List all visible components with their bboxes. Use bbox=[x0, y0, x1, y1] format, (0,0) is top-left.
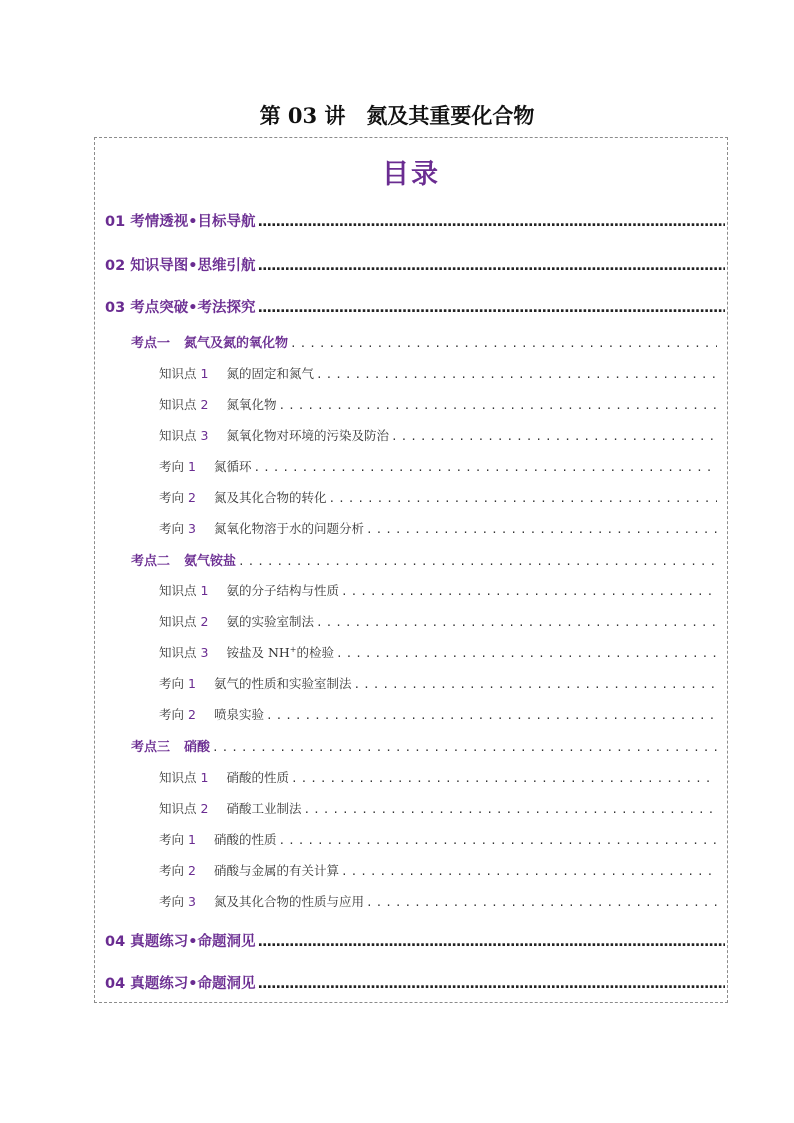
topic-prefix: 考点一 bbox=[131, 336, 171, 351]
item-number: 1 bbox=[200, 583, 209, 598]
item-title: 铵盐及 NH bbox=[226, 645, 290, 660]
item-title: 硝酸的性质 bbox=[213, 832, 277, 847]
topic-title: 氮气及氮的氧化物 bbox=[184, 336, 289, 351]
item-prefix: 知识点 bbox=[159, 366, 197, 381]
item-prefix: 知识点 bbox=[159, 397, 197, 412]
item-title: 喷泉实验 bbox=[213, 707, 264, 722]
topic-prefix: 考点二 bbox=[131, 554, 171, 569]
item-title: 氮及其化合物的性质与应用 bbox=[213, 894, 364, 909]
item-prefix: 考向 bbox=[159, 490, 185, 505]
dot-leader bbox=[258, 934, 726, 949]
toc-entry-label: 03 考点突破•考法探究 bbox=[105, 300, 256, 316]
toc-entry-topic[interactable] bbox=[131, 736, 717, 755]
item-title: 氨气的性质和实验室制法 bbox=[213, 676, 352, 691]
item-prefix: 考向 bbox=[159, 863, 185, 878]
item-prefix: 知识点 bbox=[159, 614, 197, 629]
item-number: 1 bbox=[200, 770, 209, 785]
item-number: 2 bbox=[200, 614, 209, 629]
item-prefix: 知识点 bbox=[159, 770, 197, 785]
item-number: 1 bbox=[188, 459, 196, 474]
dot-leader bbox=[290, 337, 717, 348]
item-prefix: 知识点 bbox=[159, 801, 197, 816]
item-prefix: 考向 bbox=[159, 894, 185, 909]
item-number: 3 bbox=[200, 428, 209, 443]
toc-entry-item[interactable] bbox=[159, 799, 717, 817]
toc-entry-label: 02 知识导图•思维引航 bbox=[105, 258, 256, 274]
item-title: 氮氧化物对环境的污染及防治 bbox=[226, 428, 389, 443]
item-title: 氮循环 bbox=[213, 459, 252, 474]
item-number: 2 bbox=[188, 490, 196, 505]
toc-entry-item[interactable] bbox=[159, 395, 717, 413]
dot-leader bbox=[278, 399, 717, 410]
item-title: 氮氧化物溶于水的问题分析 bbox=[213, 521, 364, 536]
document-title: 第 03 讲 氮及其重要化合物 bbox=[259, 103, 535, 128]
item-prefix: 知识点 bbox=[159, 583, 197, 598]
toc-entry-label: 04 真题练习•命题洞见 bbox=[105, 934, 256, 950]
item-title: 氮及其化合物的转化 bbox=[213, 490, 327, 505]
toc-entry-item[interactable] bbox=[159, 892, 717, 910]
toc-entry-item[interactable] bbox=[159, 768, 717, 786]
toc-entry-topic[interactable] bbox=[131, 332, 717, 351]
dot-leader bbox=[366, 896, 717, 907]
item-prefix: 知识点 bbox=[159, 645, 197, 660]
item-prefix: 知识点 bbox=[159, 428, 197, 443]
item-number: 2 bbox=[188, 707, 196, 722]
dot-leader bbox=[258, 258, 726, 273]
item-prefix: 考向 bbox=[159, 521, 185, 536]
toc-entry-section[interactable] bbox=[105, 930, 725, 951]
toc-entry-item[interactable] bbox=[159, 612, 717, 630]
toc-entry-section[interactable] bbox=[105, 210, 725, 231]
item-title: 氨的实验室制法 bbox=[226, 614, 314, 629]
dot-leader bbox=[258, 300, 726, 315]
toc-entry-section[interactable] bbox=[105, 972, 725, 993]
dot-leader bbox=[291, 772, 717, 783]
dot-leader bbox=[316, 368, 717, 379]
superscript-charge: + bbox=[289, 644, 297, 654]
toc-entry-item[interactable] bbox=[159, 457, 717, 475]
dot-leader bbox=[341, 865, 717, 876]
dot-leader bbox=[328, 492, 717, 503]
item-number: 1 bbox=[188, 832, 196, 847]
dot-leader bbox=[278, 834, 717, 845]
toc-entry-item[interactable] bbox=[159, 861, 717, 879]
item-title: 硝酸工业制法 bbox=[226, 801, 302, 816]
item-prefix: 考向 bbox=[159, 707, 185, 722]
dot-leader bbox=[258, 214, 726, 229]
item-prefix: 考向 bbox=[159, 832, 185, 847]
dot-leader bbox=[391, 430, 717, 441]
toc-entry-item[interactable] bbox=[159, 519, 717, 537]
item-title: 氮的固定和氮气 bbox=[226, 366, 314, 381]
dot-leader bbox=[303, 803, 717, 814]
toc-entry-item[interactable] bbox=[159, 830, 717, 848]
item-title-suffix: 的检验 bbox=[296, 645, 334, 660]
item-prefix: 考向 bbox=[159, 676, 185, 691]
toc-entry-label: 04 真题练习•命题洞见 bbox=[105, 976, 256, 992]
item-title: 硝酸与金属的有关计算 bbox=[213, 863, 339, 878]
item-title: 氨的分子结构与性质 bbox=[226, 583, 339, 598]
item-title: 氮氧化物 bbox=[226, 397, 277, 412]
dot-leader bbox=[212, 741, 717, 752]
toc-heading: 目录 bbox=[382, 159, 440, 190]
toc-entry-item[interactable] bbox=[159, 643, 717, 661]
toc-entry-topic[interactable] bbox=[131, 550, 717, 569]
item-number: 1 bbox=[188, 676, 196, 691]
dot-leader bbox=[336, 647, 717, 658]
dot-leader bbox=[366, 523, 717, 534]
dot-leader bbox=[258, 976, 726, 991]
item-number: 3 bbox=[188, 894, 196, 909]
topic-title: 氨气铵盐 bbox=[184, 554, 237, 569]
toc-entry-item[interactable] bbox=[159, 674, 717, 692]
item-prefix: 考向 bbox=[159, 459, 185, 474]
toc-entry-item[interactable] bbox=[159, 705, 717, 723]
dot-leader bbox=[316, 616, 717, 627]
item-number: 2 bbox=[200, 801, 209, 816]
topic-title: 硝酸 bbox=[184, 740, 211, 755]
toc-entry-section[interactable] bbox=[105, 296, 725, 317]
item-number: 1 bbox=[200, 366, 209, 381]
toc-entry-item[interactable] bbox=[159, 488, 717, 506]
toc-entry-section[interactable] bbox=[105, 254, 725, 275]
dot-leader bbox=[341, 585, 717, 596]
topic-prefix: 考点三 bbox=[131, 740, 171, 755]
dot-leader bbox=[266, 709, 717, 720]
dot-leader bbox=[353, 678, 717, 689]
dot-leader bbox=[253, 461, 717, 472]
item-number: 2 bbox=[200, 397, 209, 412]
item-title: 硝酸的性质 bbox=[226, 770, 289, 785]
item-number: 3 bbox=[200, 645, 209, 660]
toc-entry-item[interactable] bbox=[159, 426, 717, 444]
dot-leader bbox=[238, 555, 717, 566]
toc-entry-label: 01 考情透视•目标导航 bbox=[105, 214, 256, 230]
item-number: 3 bbox=[188, 521, 196, 536]
toc-entry-item[interactable] bbox=[159, 364, 717, 382]
item-number: 2 bbox=[188, 863, 196, 878]
toc-entry-item[interactable] bbox=[159, 581, 717, 599]
table-of-contents bbox=[94, 137, 728, 1003]
